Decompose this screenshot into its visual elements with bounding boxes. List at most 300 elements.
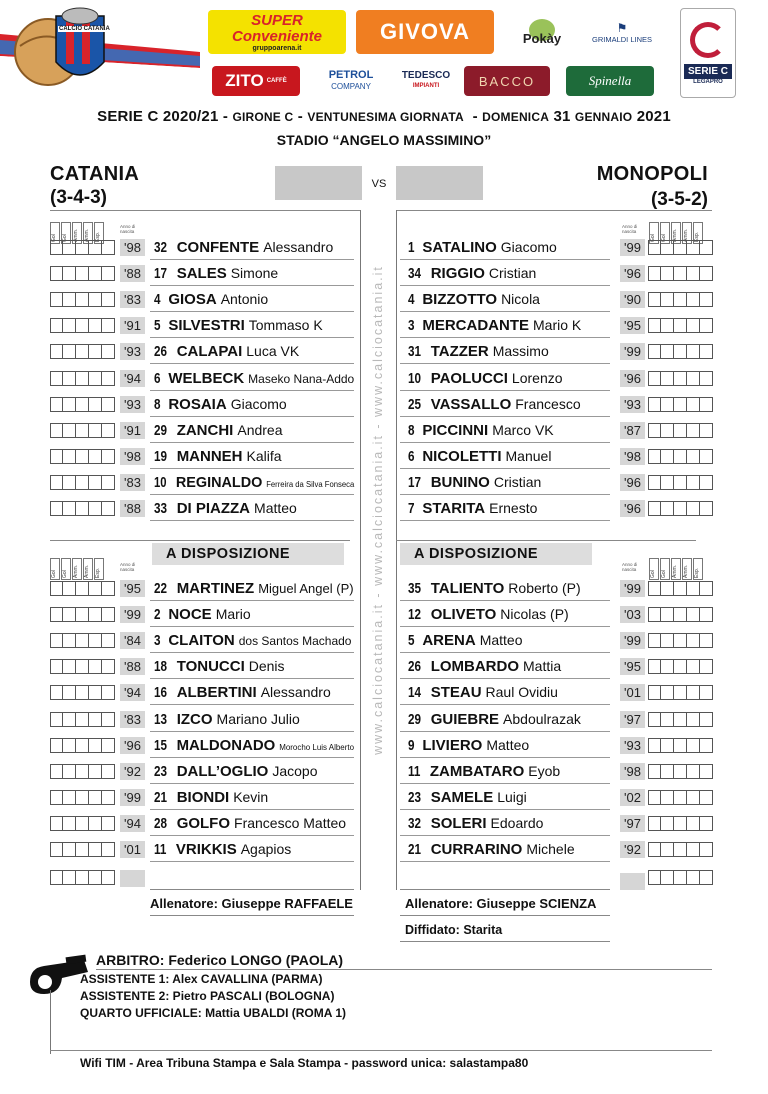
row-line	[400, 783, 610, 784]
home-extra-year	[120, 870, 145, 887]
player-first-name: Denis	[248, 658, 285, 675]
player-surname: WELBECK	[168, 369, 245, 387]
stat-cell[interactable]	[687, 607, 700, 622]
player-first-name: Miguel Angel (P)	[258, 581, 354, 596]
stat-cell[interactable]	[687, 475, 700, 490]
player-surname: GOLFO	[176, 814, 231, 832]
assistente-1: ASSISTENTE 1: Alex CAVALLINA (PARMA)	[80, 972, 323, 986]
home-extra-cells[interactable]	[50, 870, 115, 885]
stat-cell[interactable]	[648, 764, 661, 779]
player-first-name: Jacopo	[272, 762, 318, 779]
stat-cell[interactable]	[648, 501, 661, 516]
player-surname: CLAITON	[168, 632, 235, 650]
player-surname: STARITA	[422, 500, 486, 517]
away-bench-row[interactable]	[0, 629, 768, 655]
stat-cell[interactable]	[674, 240, 687, 255]
home-stat-header: Gol Gol Amm. Amm. Esp.	[50, 222, 105, 244]
player-first-name: Mattia	[523, 658, 562, 675]
stat-cell[interactable]	[687, 659, 700, 674]
stat-cell[interactable]	[661, 501, 674, 516]
player-first-name: Edoardo	[490, 814, 544, 831]
player-surname: BIONDI	[176, 788, 230, 806]
stat-cell[interactable]	[687, 292, 700, 307]
sponsor-givova: GIVOVA	[356, 10, 494, 54]
away-stat-cells[interactable]	[648, 371, 713, 386]
stat-cell[interactable]	[674, 659, 687, 674]
away-birth-year: '02	[620, 789, 645, 806]
away-stat-cells[interactable]	[648, 292, 713, 307]
away-bench-row[interactable]	[0, 708, 768, 734]
stat-cell[interactable]	[700, 475, 713, 490]
player-surname: GUIEBRE	[430, 710, 500, 728]
player-number: 26	[154, 343, 168, 361]
row-line	[400, 494, 610, 495]
home-score-box	[275, 166, 362, 200]
player-number: 17	[154, 265, 168, 283]
stat-cell[interactable]	[700, 712, 713, 727]
player-surname: ROSAIA	[168, 395, 227, 413]
stat-cell[interactable]	[648, 475, 661, 490]
stat-cell[interactable]	[661, 790, 674, 805]
stat-cell[interactable]	[674, 423, 687, 438]
player-number: 3	[154, 632, 161, 650]
player-first-name: Giacomo	[500, 239, 557, 255]
stat-cell[interactable]	[700, 790, 713, 805]
player-surname: SAMELE	[430, 788, 494, 806]
player-number: 4	[408, 291, 415, 309]
home-bench-anno-label: Anno di nascita	[120, 562, 136, 572]
stat-cell[interactable]	[700, 397, 713, 412]
away-stat-cells[interactable]	[648, 449, 713, 464]
stat-cell[interactable]	[687, 240, 700, 255]
away-bench-row[interactable]	[0, 760, 768, 786]
stat-cell[interactable]	[648, 738, 661, 753]
home-formation: (3-4-3)	[50, 187, 108, 208]
stat-cell[interactable]	[661, 266, 674, 281]
stat-cell[interactable]	[674, 685, 687, 700]
sponsor-petrol: PETROL COMPANY	[328, 69, 374, 91]
divider	[150, 915, 354, 916]
away-stat-cells[interactable]	[648, 318, 713, 333]
player-first-name: Maseko Nana-Addo	[248, 371, 355, 386]
away-stat-cells[interactable]	[648, 659, 713, 674]
stat-cell[interactable]	[648, 633, 661, 648]
away-player-name	[408, 763, 613, 783]
away-birth-year: '03	[620, 606, 645, 623]
stat-cell[interactable]	[661, 475, 674, 490]
away-starters-row[interactable]	[0, 393, 768, 419]
player-surname: SILVESTRI	[168, 317, 245, 335]
stat-cell[interactable]	[700, 266, 713, 281]
away-stat-cells[interactable]	[648, 790, 713, 805]
player-first-name: Raul Ovidiu	[485, 684, 558, 701]
away-player-name	[408, 789, 613, 809]
row-line	[400, 363, 610, 364]
stat-cell[interactable]	[648, 712, 661, 727]
away-birth-year: '96	[620, 265, 645, 282]
footer-wifi: Wifi TIM - Area Tribuna Stampa e Sala Stampa - password unica: salastampa80	[80, 1056, 529, 1070]
date-month: GENNAIO	[574, 110, 633, 124]
home-coach: Allenatore: Giuseppe RAFFAELE	[150, 896, 353, 911]
away-stat-cells[interactable]	[648, 685, 713, 700]
player-number: 3	[408, 317, 415, 335]
player-number: 25	[408, 395, 422, 413]
player-number: 1	[408, 239, 415, 256]
home-anno-label: Anno di nascita	[120, 224, 136, 234]
away-birth-year: '96	[620, 370, 645, 387]
stat-cell[interactable]	[700, 371, 713, 386]
away-birth-year: '92	[620, 841, 645, 858]
away-starters-row[interactable]	[0, 419, 768, 445]
player-first-name: Giacomo	[230, 395, 287, 412]
away-bench-row[interactable]	[0, 812, 768, 838]
home-birth-year: '83	[120, 291, 145, 308]
stat-cell[interactable]	[661, 685, 674, 700]
stat-cell[interactable]	[661, 842, 674, 857]
home-birth-year: '94	[120, 370, 145, 387]
away-bench-row[interactable]	[0, 655, 768, 681]
away-stat-cells[interactable]	[648, 816, 713, 831]
home-birth-year: '88	[120, 658, 145, 675]
player-first-name: Cristian	[493, 473, 542, 490]
home-birth-year: '92	[120, 763, 145, 780]
player-first-name: Kalifa	[246, 447, 282, 464]
away-birth-year: '96	[620, 500, 645, 517]
player-surname: CURRARINO	[430, 841, 523, 858]
stat-cell[interactable]	[648, 292, 661, 307]
player-first-name: Luigi	[497, 788, 527, 805]
home-birth-year: '93	[120, 343, 145, 360]
away-stat-cells[interactable]	[648, 712, 713, 727]
stat-cell[interactable]	[674, 292, 687, 307]
away-stat-cells[interactable]	[648, 738, 713, 753]
away-birth-year: '01	[620, 684, 645, 701]
player-surname: MERCADANTE	[422, 317, 530, 335]
away-coach: Allenatore: Giuseppe SCIENZA	[405, 896, 597, 911]
stat-cell[interactable]	[674, 712, 687, 727]
divider	[400, 941, 610, 942]
stat-cell[interactable]	[674, 501, 687, 516]
player-first-name: Eyob	[528, 762, 561, 779]
stat-cell[interactable]	[674, 581, 687, 596]
player-surname: TAZZER	[430, 343, 489, 361]
player-surname: MALDONADO	[176, 736, 276, 754]
away-stat-cells[interactable]	[648, 842, 713, 857]
player-first-name: Michele	[526, 841, 575, 857]
stat-cell[interactable]	[661, 371, 674, 386]
player-first-name: Nicolas (P)	[500, 606, 569, 623]
stat-cell[interactable]	[687, 423, 700, 438]
stat-cell[interactable]	[687, 318, 700, 333]
row-line	[400, 468, 610, 469]
stat-cell[interactable]	[687, 449, 700, 464]
stat-cell[interactable]	[674, 371, 687, 386]
player-first-name: Abdoulrazak	[503, 710, 581, 727]
stat-cell[interactable]	[700, 581, 713, 596]
stat-cell[interactable]	[700, 738, 713, 753]
stat-cell[interactable]	[661, 659, 674, 674]
player-surname: MARTINEZ	[176, 580, 255, 597]
giornata: VENTUNESIMA GIORNATA	[307, 110, 464, 124]
player-first-name: Francesco Matteo	[234, 814, 347, 831]
stat-cell[interactable]	[648, 842, 661, 857]
stat-cell[interactable]	[700, 607, 713, 622]
stat-cell[interactable]	[700, 685, 713, 700]
player-number: 29	[154, 421, 168, 439]
stat-cell[interactable]	[648, 397, 661, 412]
player-first-name: Alessandro	[260, 684, 331, 701]
away-starters-row[interactable]	[0, 367, 768, 393]
stat-cell[interactable]	[687, 344, 700, 359]
stat-cell[interactable]	[648, 659, 661, 674]
away-stat-header: Gol Gol Amm. Amm. Esp.	[649, 222, 704, 244]
away-bench-row[interactable]	[0, 577, 768, 603]
away-formation: (3-5-2)	[650, 189, 708, 210]
sponsor-pokay: Pokày	[512, 10, 572, 54]
stat-cell[interactable]	[648, 685, 661, 700]
away-diffidato: Diffidato: Starita	[405, 923, 503, 937]
stat-cell[interactable]	[674, 633, 687, 648]
row-line	[400, 652, 610, 653]
home-birth-year: '98	[120, 448, 145, 465]
divider	[96, 969, 712, 970]
stat-cell[interactable]	[687, 397, 700, 412]
away-birth-year: '99	[620, 239, 645, 256]
arbitro: ARBITRO: Federico LONGO (PAOLA)	[96, 952, 344, 968]
stat-cell[interactable]	[674, 764, 687, 779]
away-starters-row[interactable]	[0, 314, 768, 340]
player-number: 28	[154, 814, 168, 832]
home-birth-year: '98	[120, 239, 145, 256]
stat-cell[interactable]	[648, 790, 661, 805]
stat-cell[interactable]	[700, 842, 713, 857]
player-number: 34	[408, 265, 422, 283]
stat-cell[interactable]	[687, 501, 700, 516]
stat-cell[interactable]	[648, 344, 661, 359]
row-line	[400, 416, 610, 417]
away-bench-row[interactable]	[0, 681, 768, 707]
player-surname: GIOSA	[168, 291, 217, 309]
away-starters-row[interactable]	[0, 262, 768, 288]
away-starters-row[interactable]	[0, 236, 768, 262]
stat-cell[interactable]	[687, 712, 700, 727]
stat-cell[interactable]	[661, 240, 674, 255]
stat-cell[interactable]	[648, 371, 661, 386]
player-number: 8	[408, 421, 415, 439]
stat-cell[interactable]	[674, 475, 687, 490]
player-first-name: Mariano Julio	[216, 710, 300, 727]
stat-cell[interactable]	[687, 816, 700, 831]
stat-cell[interactable]	[661, 581, 674, 596]
away-score-box	[396, 166, 483, 200]
sponsor-tedesco: TEDESCO IMPIANTI	[401, 70, 451, 89]
home-birth-year: '94	[120, 684, 145, 701]
away-stat-cells[interactable]	[648, 266, 713, 281]
away-stat-cells[interactable]	[648, 344, 713, 359]
player-surname: LIVIERO	[422, 736, 483, 754]
stat-cell[interactable]	[687, 266, 700, 281]
away-starters-row[interactable]	[0, 445, 768, 471]
stat-cell[interactable]	[687, 581, 700, 596]
player-surname: SOLERI	[430, 814, 487, 832]
stat-cell[interactable]	[661, 633, 674, 648]
stat-cell[interactable]	[661, 738, 674, 753]
player-surname: RIGGIO	[430, 265, 485, 283]
stat-cell[interactable]	[661, 344, 674, 359]
stat-cell[interactable]	[700, 292, 713, 307]
stat-cell[interactable]	[687, 790, 700, 805]
away-bench-row[interactable]	[0, 838, 768, 864]
stat-cell[interactable]	[661, 712, 674, 727]
stat-cell[interactable]	[687, 842, 700, 857]
away-starters-row[interactable]	[0, 497, 768, 523]
away-stat-cells[interactable]	[648, 607, 713, 622]
away-starters-row[interactable]	[0, 288, 768, 314]
stat-cell[interactable]	[700, 240, 713, 255]
stat-cell[interactable]	[674, 790, 687, 805]
away-starters-row[interactable]	[0, 471, 768, 497]
player-surname: TALIENTO	[430, 580, 505, 597]
player-surname: DI PIAZZA	[176, 500, 251, 517]
home-birth-year: '84	[120, 632, 145, 649]
player-first-name: Roberto (P)	[508, 580, 581, 596]
away-birth-year: '98	[620, 448, 645, 465]
stat-cell[interactable]	[648, 240, 661, 255]
divider	[400, 889, 610, 890]
stat-cell[interactable]	[661, 423, 674, 438]
competition: SERIE C 2020/21	[97, 108, 219, 125]
away-bench-row[interactable]	[0, 603, 768, 629]
stat-cell[interactable]	[674, 449, 687, 464]
player-surname: NOCE	[168, 606, 212, 624]
away-bench-title: A DISPOSIZIONE	[400, 543, 592, 565]
player-first-name: Matteo	[479, 632, 523, 649]
stat-cell[interactable]	[687, 764, 700, 779]
stat-cell[interactable]	[674, 842, 687, 857]
stat-cell[interactable]	[700, 816, 713, 831]
stat-cell[interactable]	[661, 318, 674, 333]
player-number: 35	[408, 580, 422, 597]
player-first-name: Antonio	[220, 291, 269, 308]
away-stat-cells[interactable]	[648, 240, 713, 255]
stat-cell[interactable]	[661, 607, 674, 622]
stat-cell[interactable]	[648, 581, 661, 596]
stat-cell[interactable]	[700, 764, 713, 779]
stat-cell[interactable]	[700, 633, 713, 648]
club-logo	[0, 6, 200, 92]
away-extra-cells[interactable]	[648, 870, 713, 885]
away-stat-cells[interactable]	[648, 764, 713, 779]
player-surname: SATALINO	[422, 239, 497, 256]
player-number: 5	[154, 317, 161, 335]
divider	[50, 1050, 712, 1051]
away-bench-row[interactable]	[0, 786, 768, 812]
stat-cell[interactable]	[661, 292, 674, 307]
home-birth-year: '91	[120, 317, 145, 334]
player-first-name: Mario K	[533, 317, 582, 334]
player-number: 22	[154, 580, 168, 597]
player-first-name: Nicola	[501, 291, 540, 308]
stat-cell[interactable]	[687, 738, 700, 753]
stat-cell[interactable]	[700, 659, 713, 674]
away-stat-cells[interactable]	[648, 581, 713, 596]
stat-cell[interactable]	[648, 449, 661, 464]
stat-cell[interactable]	[661, 764, 674, 779]
player-first-name: Massimo	[492, 343, 549, 360]
home-birth-year: '83	[120, 474, 145, 491]
away-player-name	[408, 474, 613, 494]
stat-cell[interactable]	[648, 816, 661, 831]
vs-label: VS	[371, 178, 387, 190]
player-number: 23	[154, 762, 168, 780]
away-stat-cells[interactable]	[648, 397, 713, 412]
stadium-name: STADIO “ANGELO MASSIMINO”	[276, 132, 492, 148]
away-starters-row[interactable]	[0, 340, 768, 366]
player-surname: TONUCCI	[176, 658, 245, 676]
away-bench-row[interactable]	[0, 734, 768, 760]
player-surname: ZAMBATARO	[429, 762, 525, 780]
row-line	[400, 520, 610, 521]
away-player-name	[408, 606, 613, 626]
away-birth-year: '98	[620, 763, 645, 780]
stat-cell[interactable]	[674, 344, 687, 359]
player-first-name: Matteo	[254, 500, 297, 516]
stat-cell[interactable]	[648, 607, 661, 622]
away-stat-cells[interactable]	[648, 501, 713, 516]
stat-cell[interactable]	[700, 423, 713, 438]
stat-cell[interactable]	[687, 371, 700, 386]
player-number: 10	[408, 369, 422, 387]
sponsor-serie-c: SERIE C LEGAPRO	[680, 8, 736, 98]
stat-cell[interactable]	[700, 318, 713, 333]
stat-cell[interactable]	[700, 344, 713, 359]
away-stat-cells[interactable]	[648, 423, 713, 438]
stat-cell[interactable]	[687, 633, 700, 648]
stat-cell[interactable]	[674, 318, 687, 333]
stat-cell[interactable]	[674, 397, 687, 412]
row-line	[400, 600, 610, 601]
away-stat-cells[interactable]	[648, 633, 713, 648]
date-day: DOMENICA	[482, 110, 550, 124]
stat-cell[interactable]	[661, 397, 674, 412]
player-first-name: dos Santos Machado	[238, 634, 352, 649]
row-line	[400, 731, 610, 732]
player-number: 11	[408, 762, 421, 780]
stat-cell[interactable]	[648, 318, 661, 333]
stat-cell[interactable]	[700, 501, 713, 516]
away-anno-label: Anno di nascita	[622, 224, 638, 234]
away-stat-cells[interactable]	[648, 475, 713, 490]
stat-cell[interactable]	[674, 266, 687, 281]
player-surname: BIZZOTTO	[422, 291, 498, 309]
stat-cell[interactable]	[674, 738, 687, 753]
stat-cell[interactable]	[648, 266, 661, 281]
away-extra-year	[620, 873, 645, 890]
stat-cell[interactable]	[674, 816, 687, 831]
away-team-name: MONOPOLI	[596, 163, 708, 185]
away-player-name	[408, 815, 613, 835]
stat-cell[interactable]	[648, 423, 661, 438]
player-surname: OLIVETO	[430, 606, 497, 624]
player-first-name: Tommaso K	[248, 317, 323, 334]
player-number: 32	[154, 239, 168, 256]
stat-cell[interactable]	[700, 449, 713, 464]
stat-cell[interactable]	[687, 685, 700, 700]
stat-cell[interactable]	[674, 607, 687, 622]
player-surname: PICCINNI	[422, 421, 489, 439]
stat-cell[interactable]	[661, 449, 674, 464]
stat-cell[interactable]	[661, 816, 674, 831]
